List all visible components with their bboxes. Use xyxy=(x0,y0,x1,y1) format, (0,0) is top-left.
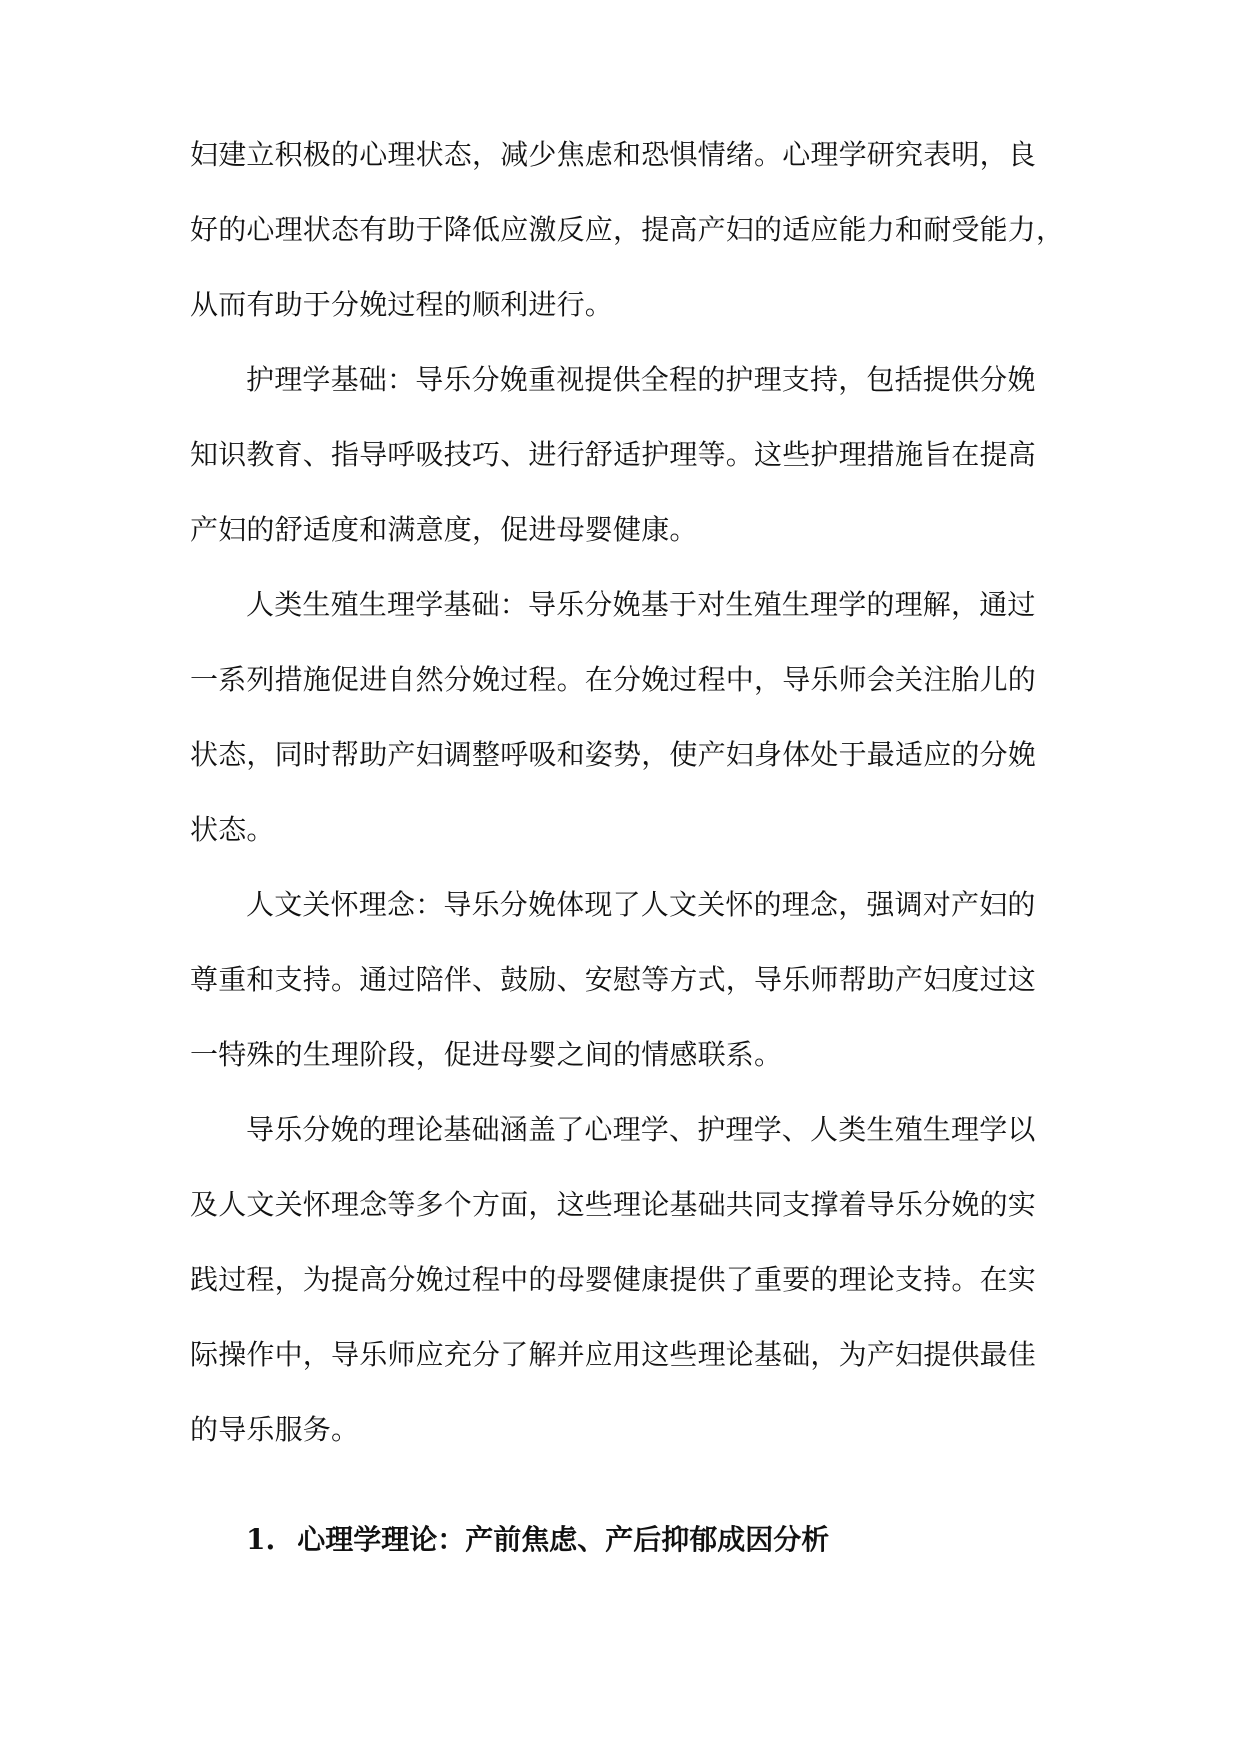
body-text-line: 好的心理状态有助于降低应激反应，提高产妇的适应能力和耐受能力， xyxy=(190,213,1065,246)
body-text-line: 产妇的舒适度和满意度，促进母婴健康。 xyxy=(190,513,698,546)
section-heading-number: 1. xyxy=(246,1523,276,1556)
body-text-line: 知识教育、指导呼吸技巧、进行舒适护理等。这些护理措施旨在提高 xyxy=(190,438,1037,471)
body-text-line: 从而有助于分娩过程的顺利进行。 xyxy=(190,288,614,321)
paragraph-nursing-start: 护理学基础：导乐分娩重视提供全程的护理支持，包括提供分娩 xyxy=(246,363,1036,396)
body-text-line: 状态。 xyxy=(190,813,275,846)
paragraph-humanistic-start: 人文关怀理念：导乐分娩体现了人文关怀的理念，强调对产妇的 xyxy=(246,888,1036,921)
body-text-line: 际操作中，导乐师应充分了解并应用这些理论基础，为产妇提供最佳 xyxy=(190,1338,1037,1371)
body-text-line: 践过程，为提高分娩过程中的母婴健康提供了重要的理论支持。在实 xyxy=(190,1263,1037,1296)
body-text-line: 状态，同时帮助产妇调整呼吸和姿势，使产妇身体处于最适应的分娩 xyxy=(190,738,1037,771)
section-heading-text: 心理学理论：产前焦虑、产后抑郁成因分析 xyxy=(297,1523,830,1556)
paragraph-summary-start: 导乐分娩的理论基础涵盖了心理学、护理学、人类生殖生理学以 xyxy=(246,1113,1036,1146)
body-text-line: 尊重和支持。通过陪伴、鼓励、安慰等方式，导乐师帮助产妇度过这 xyxy=(190,963,1037,996)
body-text-line: 及人文关怀理念等多个方面，这些理论基础共同支撑着导乐分娩的实 xyxy=(190,1188,1037,1221)
body-text-line: 一系列措施促进自然分娩过程。在分娩过程中，导乐师会关注胎儿的 xyxy=(190,663,1037,696)
section-heading xyxy=(246,1522,829,1558)
body-text-line: 的导乐服务。 xyxy=(190,1413,360,1446)
paragraph-physiology-start: 人类生殖生理学基础：导乐分娩基于对生殖生理学的理解，通过 xyxy=(246,588,1036,621)
body-text-line: 一特殊的生理阶段，促进母婴之间的情感联系。 xyxy=(190,1038,783,1071)
body-text-line: 妇建立积极的心理状态，减少焦虑和恐惧情绪。心理学研究表明，良 xyxy=(190,138,1037,171)
